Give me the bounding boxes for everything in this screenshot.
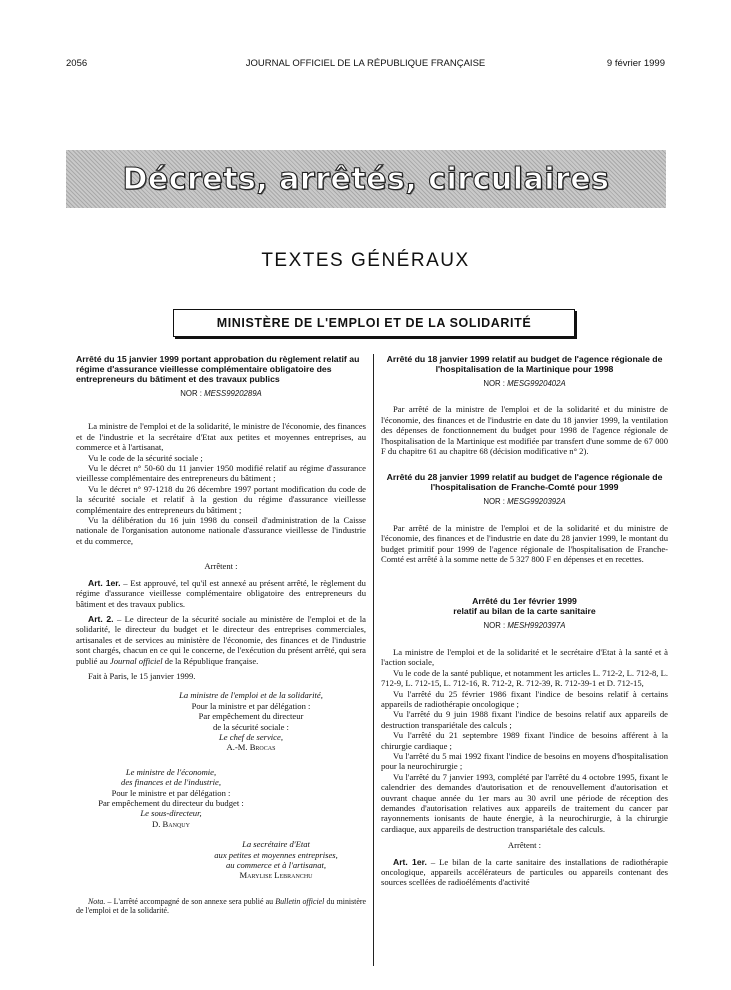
nor-code: MESG9920402A	[507, 379, 566, 388]
nor-reference	[381, 497, 668, 507]
bulletin-reference: Bulletin officiel	[275, 896, 325, 906]
ministry-heading: MINISTÈRE DE L'EMPLOI ET DE LA SOLIDARITÉ	[173, 309, 575, 337]
arretent-line: Arrêtent :	[204, 561, 238, 572]
arrete-title-line: Arrêté du 1er février 1999	[472, 596, 577, 607]
nor-code: MESG9920392A	[507, 497, 566, 507]
signatory-role: au commerce et à l'artisanat,	[225, 860, 327, 871]
intro-paragraph: La ministre de l'emploi et de la solidarité et le secrétaire d'Etat à la santé et à l'action sociale,	[381, 646, 668, 668]
visa-paragraph: Vu l'arrêté du 21 septembre 1989 fixant l'indice de besoins afférent à la chirurgie cardiaque ;	[381, 730, 668, 751]
delegation-line: de la sécurité sociale :	[213, 721, 289, 732]
issue-date: 9 février 1999	[606, 58, 665, 69]
article-paragraph	[76, 614, 366, 666]
signatory-title: Le sous-directeur,	[140, 808, 202, 819]
article-text: de la République française.	[162, 655, 259, 666]
article-label: Art. 1er.	[393, 856, 427, 867]
visa-paragraph: Vu l'arrêté du 5 mai 1992 fixant l'indice de besoins en moyens d'hospitalisation pour la neurochirurgie ;	[381, 750, 668, 772]
nor-label: NOR :	[483, 379, 505, 388]
signatory-name: A.-M. Brocas	[226, 742, 276, 753]
nota-label: Nota.	[88, 896, 106, 906]
rubric-banner-text: Décrets, arrêtés, circulaires	[122, 161, 610, 197]
signature-block-3	[186, 839, 366, 881]
visa-paragraph: Vu le décret n° 50-60 du 11 janvier 1950 modifié relatif au régime d'assurance vieillesse complémentaire des entrepreneurs du bâtiment ;	[76, 463, 366, 484]
visa-paragraph: Vu l'arrêté du 9 juin 1988 fixant l'indice de besoins relatif aux appareils de destruction transpariétale des calculs ;	[381, 709, 668, 730]
right-column	[381, 354, 668, 888]
signatory-role: La ministre de l'emploi et de la solidarité,	[179, 690, 323, 701]
delegation-line: Pour le ministre et par délégation :	[111, 787, 231, 798]
signatory-role: Le ministre de l'économie,	[125, 766, 217, 777]
intro-paragraph: La ministre de l'emploi et de la solidarité, le ministre de l'économie, des finances et de l'industrie et la secrétaire d'Etat aux petites et moyennes entreprises, au commerce et à l'artisanat,	[76, 421, 366, 453]
delegation-line: Pour la ministre et par délégation :	[191, 700, 311, 711]
signatory-role: aux petites et moyennes entreprises,	[214, 849, 338, 860]
article-paragraph	[76, 578, 366, 609]
article-label: Art. 1er.	[88, 577, 121, 588]
visa-paragraph: Vu le code de la sécurité sociale ;	[88, 452, 203, 463]
journal-title: JOURNAL OFFICIEL DE LA RÉPUBLIQUE FRANÇAISE	[245, 58, 486, 69]
arrete-title: Arrêté du 18 janvier 1999 relatif au budget de l'agence régionale de l'hospitalisation de la Martinique pour 1998	[386, 354, 663, 374]
article-text: – Est approuvé, tel qu'il est annexé au présent arrêté, le règlement du régime d'assurance vieillesse complémentaire obligatoire des entrepreneurs du bâtiment et des travaux publics.	[76, 577, 366, 609]
signatory-name: Marylise Lebranchu	[239, 870, 313, 881]
signatory-role: des finances et de l'industrie,	[121, 777, 221, 788]
signature-block-2	[76, 767, 266, 829]
nota-paragraph	[76, 897, 366, 916]
visa-paragraph: Vu le décret n° 97-1218 du 26 décembre 1997 portant modification du code de la sécurité sociale et relatif à la gestion du régime d'assurance vieillesse complémentaire des entrepreneurs du bâtiment ;	[76, 483, 366, 515]
body-paragraph: Par arrêté de la ministre de l'emploi et de la solidarité et du ministre de l'économie, des finances et de l'industrie en date du 18 janvier 1999, la ventilation des dépenses de fonctionnement du budget pour 1998 de l'agence régionale de l'hospitalisation de la Martinique est modifiée par transfert d'une somme de 67 000 F du chapitre 61 au chapitre 68 (décision modificative n° 2).	[381, 404, 668, 457]
arrete-title	[381, 596, 668, 616]
nota-text: du ministère de l'emploi et de la solidarité.	[76, 896, 366, 916]
signatory-name: D. Banquy	[152, 818, 190, 829]
section-title: TEXTES GÉNÉRAUX	[261, 250, 470, 271]
nor-code: MESS9920289A	[204, 389, 262, 398]
left-column	[76, 354, 366, 916]
nor-code: MESH9920397A	[507, 621, 566, 631]
article-text: – Le directeur de la sécurité sociale au ministère de l'emploi et de la solidarité, le directeur du budget et le directeur des entreprises commerciales, artisanales et de services au ministère de l'économie, des finances et de l'industrie sont chargés, chacun en ce qui le concerne, de l'exécution du présent arrêté, qui sera publié au	[76, 613, 366, 666]
arrete-title: Arrêté du 28 janvier 1999 relatif au budget de l'agence régionale de l'hospitalisation de Franche-Comté pour 1999	[386, 472, 663, 493]
arretent-line: Arrêtent :	[507, 840, 542, 851]
journal-reference: Journal officiel	[109, 655, 163, 666]
rubric-banner	[66, 150, 666, 208]
article-text: – Le bilan de la carte sanitaire des installations de radiothérapie oncologique, appareils accélérateurs de particules ou appareils contenant des sources scellées de radioéléments d'activité	[381, 856, 668, 888]
nota-text: – L'arrêté accompagné de son annexe sera publié au	[105, 896, 276, 906]
visa-paragraph: Vu l'arrêté du 7 janvier 1993, complété par l'arrêté du 4 octobre 1995, fixant le calendrier des demandes d'autorisation et de renouvellement d'autorisation et ouvrant chaque année du 1er mars au 30 avril une période de réception des demandes d'autorisation relatives aux appareils de traitement du cancer par rayonnements ionisants de haute énergie, à la neurochirurgie, à la chirurgie cardiaque, aux appareils de destruction transpariétale des calculs.	[381, 771, 668, 834]
page-header	[66, 58, 665, 72]
nor-reference	[76, 389, 366, 399]
signature-block-1	[136, 690, 366, 752]
signatory-role: La secrétaire d'Etat	[242, 839, 310, 850]
delegation-line: Par empêchement du directeur du budget :	[98, 798, 244, 808]
visa-paragraph: Vu la délibération du 16 juin 1998 du conseil d'administration de la Caisse nationale de l'organisation autonome nationale d'assurance vieillesse de l'industrie et du commerce,	[76, 515, 366, 546]
nor-label: NOR :	[483, 621, 506, 631]
signature-date: Fait à Paris, le 15 janvier 1999.	[88, 670, 196, 681]
nor-label: NOR :	[180, 389, 202, 398]
body-paragraph: Par arrêté de la ministre de l'emploi et de la solidarité et du ministre de l'économie, des finances et de l'industrie en date du 28 janvier 1999, le montant du budget primitif pour 1999 de l'agence régionale de l'hospitalisation de Franche-Comté est arrêté à la somme nette de 5 327 800 F en dépenses et en recettes.	[381, 522, 668, 565]
visa-paragraph: Vu l'arrêté du 25 février 1986 fixant l'indice de besoins relatif à certains appareils de radiothérapie oncologique ;	[381, 688, 668, 709]
page-number: 2056	[66, 58, 88, 69]
visa-paragraph: Vu le code de la santé publique, et notamment les articles L. 712-2, L. 712-8, L. 712-9, L. 712-15, L. 712-16, R. 712-2, R. 712-39, R. 712-39-1 et D. 712-15,	[381, 667, 668, 689]
article-label: Art. 2.	[88, 613, 114, 624]
column-divider	[373, 354, 374, 966]
nor-reference	[381, 379, 668, 389]
article-paragraph	[381, 857, 668, 888]
arrete-title: Arrêté du 15 janvier 1999 portant approbation du règlement relatif au régime d'assurance vieillesse complémentaire obligatoire des entrepreneurs du bâtiment et des travaux publics	[76, 354, 360, 384]
nor-label: NOR :	[483, 497, 505, 507]
nor-reference	[381, 621, 668, 631]
signatory-title: Le chef de service,	[219, 731, 283, 742]
delegation-line: Par empêchement du directeur	[198, 711, 304, 722]
arrete-title-line: relatif au bilan de la carte sanitaire	[453, 606, 596, 617]
